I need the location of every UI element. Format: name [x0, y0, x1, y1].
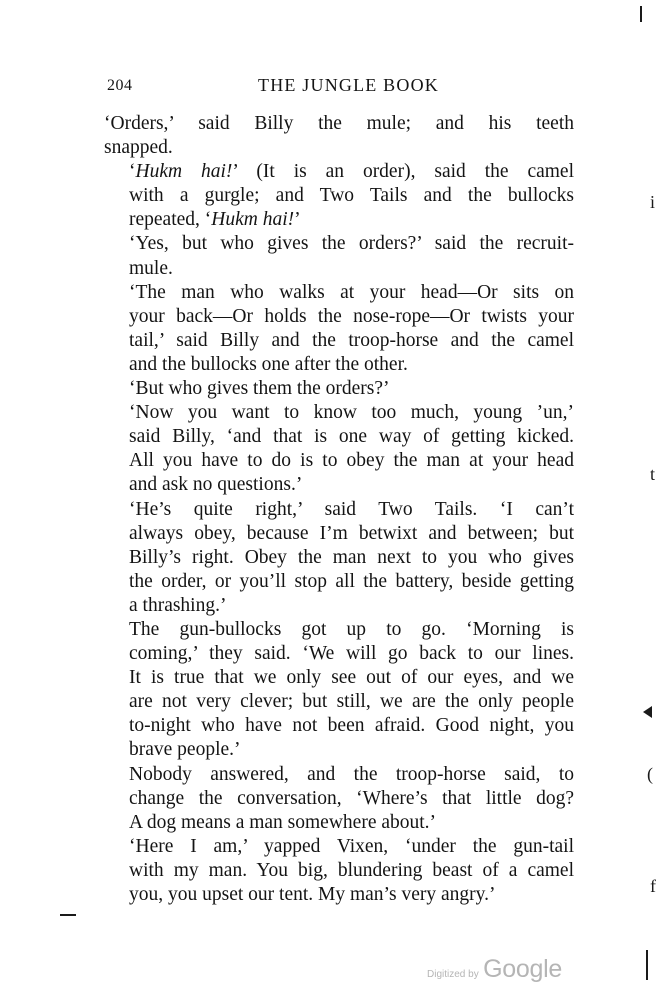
text-line: and ask no questions.’ [129, 474, 303, 496]
paragraph [104, 377, 574, 401]
text-line: mule. [129, 257, 173, 279]
paragraph [104, 498, 574, 618]
paragraph [104, 160, 574, 232]
text-line: ‘Yes, but who gives the orders?’ said the recruit- [129, 233, 574, 255]
text-line: It is true that we only see out of our eyes, and we [129, 667, 574, 689]
text-line: ‘Now you want to know too much, young ’un,’ [129, 402, 574, 424]
text-line: ‘But who gives them the orders?’ [129, 378, 390, 400]
left-margin-dash [60, 914, 76, 916]
text-line: repeated, ‘Hukm hai!’ [129, 209, 301, 231]
right-edge-mark-1: i [650, 192, 656, 212]
paragraph [104, 281, 574, 377]
right-edge-mark-3: ( [647, 764, 653, 784]
text-line: Billy’s right. Obey the man next to you who gives [129, 546, 574, 568]
paragraph [104, 618, 574, 763]
text-line: ‘The man who walks at your head—Or sits on [129, 281, 574, 303]
text-line: and the bullocks one after the other. [129, 353, 408, 375]
text-line: a thrashing.’ [129, 594, 227, 616]
right-edge-tick-top [640, 6, 642, 22]
text-line: brave people.’ [129, 739, 241, 761]
paragraph [104, 763, 574, 835]
text-line: your back—Or holds the nose-rope—Or twists your [129, 305, 574, 327]
text-line: All you have to do is to obey the man at your head [129, 450, 574, 472]
right-edge-mark-4: f [650, 876, 656, 896]
watermark-prefix: Digitized by [427, 969, 479, 980]
watermark [427, 955, 562, 984]
text-line: you, you upset our tent. My man’s very angry.’ [129, 884, 496, 905]
running-head: THE JUNGLE BOOK [258, 75, 439, 95]
paragraph [104, 232, 574, 280]
text-line: ‘Here I am,’ yapped Vixen, ‘under the gun-tail [129, 835, 574, 857]
text-line: The gun-bullocks got up to go. ‘Morning is [129, 618, 574, 640]
watermark-brand: Google [483, 955, 562, 983]
text-line: ‘Orders,’ said Billy the mule; and his teeth [104, 113, 574, 134]
paragraph [104, 401, 574, 497]
paragraph [104, 112, 574, 160]
italic-phrase: Hukm hai! [135, 161, 233, 183]
body-text [104, 112, 574, 907]
text-line: always obey, because I’m betwixt and between; but [129, 522, 574, 544]
right-edge-bar [646, 950, 648, 980]
text-line: with my man. You big, blundering beast of a camel [129, 859, 574, 881]
text-line: are not very clever; but still, we are the only people [129, 691, 574, 713]
text-line: coming,’ they said. ‘We will go back to our lines. [129, 643, 574, 665]
italic-phrase: Hukm hai! [211, 209, 295, 231]
page-number: 204 [107, 77, 133, 94]
right-edge-arrow [643, 706, 652, 718]
text-line: Nobody answered, and the troop-horse said, to [129, 763, 574, 785]
text-line: said Billy, ‘and that is one way of getting kicked. [129, 426, 574, 448]
right-edge-mark-2: t [650, 464, 656, 484]
text-line: change the conversation, ‘Where’s that little dog? [129, 787, 574, 809]
text-line: to-night who have not been afraid. Good night, you [129, 715, 574, 737]
text-line: snapped. [104, 137, 173, 159]
paragraph [104, 835, 574, 907]
text-line: ‘He’s quite right,’ said Two Tails. ‘I can’t [129, 498, 574, 520]
text-line: tail,’ said Billy and the troop-horse and the camel [129, 329, 574, 351]
text-line: ‘Hukm hai!’ (It is an order), said the camel [129, 161, 574, 183]
text-line: with a gurgle; and Two Tails and the bullocks [129, 185, 574, 207]
text-line: the order, or you’ll stop all the battery, beside getting [129, 570, 574, 592]
text-line: A dog means a man somewhere about.’ [129, 811, 437, 833]
